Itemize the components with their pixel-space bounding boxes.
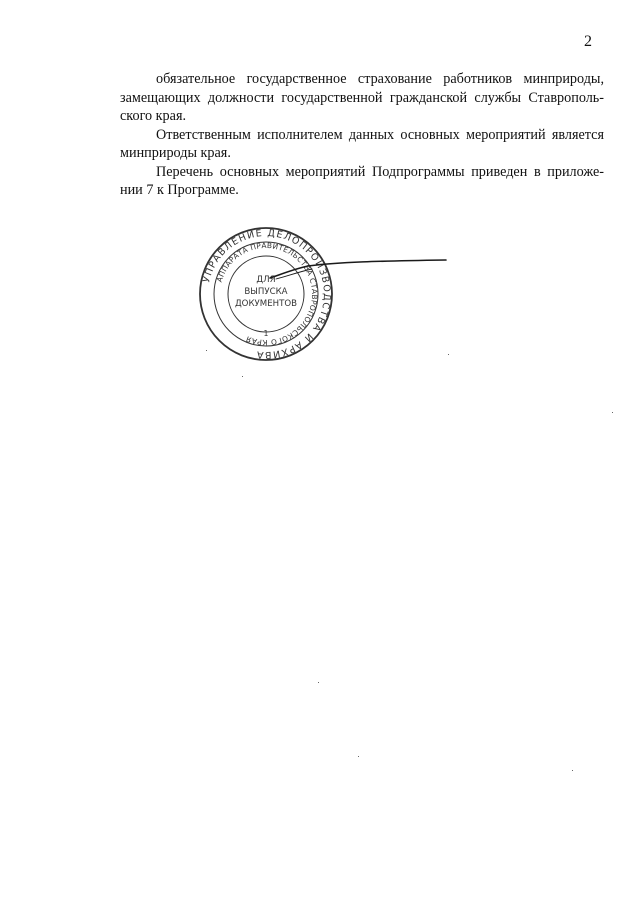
text-line: нии 7 к Программе.: [120, 182, 239, 198]
paragraph-list: [120, 163, 604, 200]
stamp-inner-text: АППАРАТА ПРАВИТЕЛЬСТВА СТАВРОПОЛЬСКОГО КРАЯ: [214, 240, 320, 348]
stamp-center-line: ДОКУМЕНТОВ: [234, 299, 298, 309]
signature-stroke-icon: [268, 252, 450, 282]
official-stamp: [196, 224, 336, 364]
text-line: Перечень основных мероприятий Подпрограммы приведен в приложе-: [156, 163, 604, 180]
stamp-outer-text: УПРАВЛЕНИЕ ДЕЛОПРОИЗВОДСТВА И АРХИВА: [201, 227, 333, 361]
stamp-number: 1: [263, 329, 269, 338]
page-number: 2: [584, 33, 592, 50]
scan-speck: [242, 376, 243, 377]
paragraph-responsible: [120, 126, 604, 163]
text-line: ского края.: [120, 108, 187, 124]
stamp-center-line: ВЫПУСКА: [244, 287, 288, 297]
body-text: [120, 70, 604, 200]
text-line: замещающих должности государственной гражданской службы Ставрополь-: [120, 89, 604, 106]
stamp-seal-icon: [196, 224, 336, 364]
text-line: минприроды края.: [120, 145, 231, 161]
scan-speck: [612, 412, 613, 413]
text-line: Ответственным исполнителем данных основных мероприятий является: [156, 126, 604, 143]
scan-speck: [358, 756, 359, 757]
scan-speck: [206, 350, 207, 351]
scan-speck: [572, 770, 573, 771]
scan-speck: [318, 682, 319, 683]
stamp-center-line: ДЛЯ: [256, 275, 276, 285]
scan-speck: [448, 354, 449, 355]
paragraph-insurance: [120, 70, 604, 126]
handwritten-signature: [268, 252, 450, 282]
text-line: обязательное государственное страхование работников минприроды,: [156, 71, 604, 87]
